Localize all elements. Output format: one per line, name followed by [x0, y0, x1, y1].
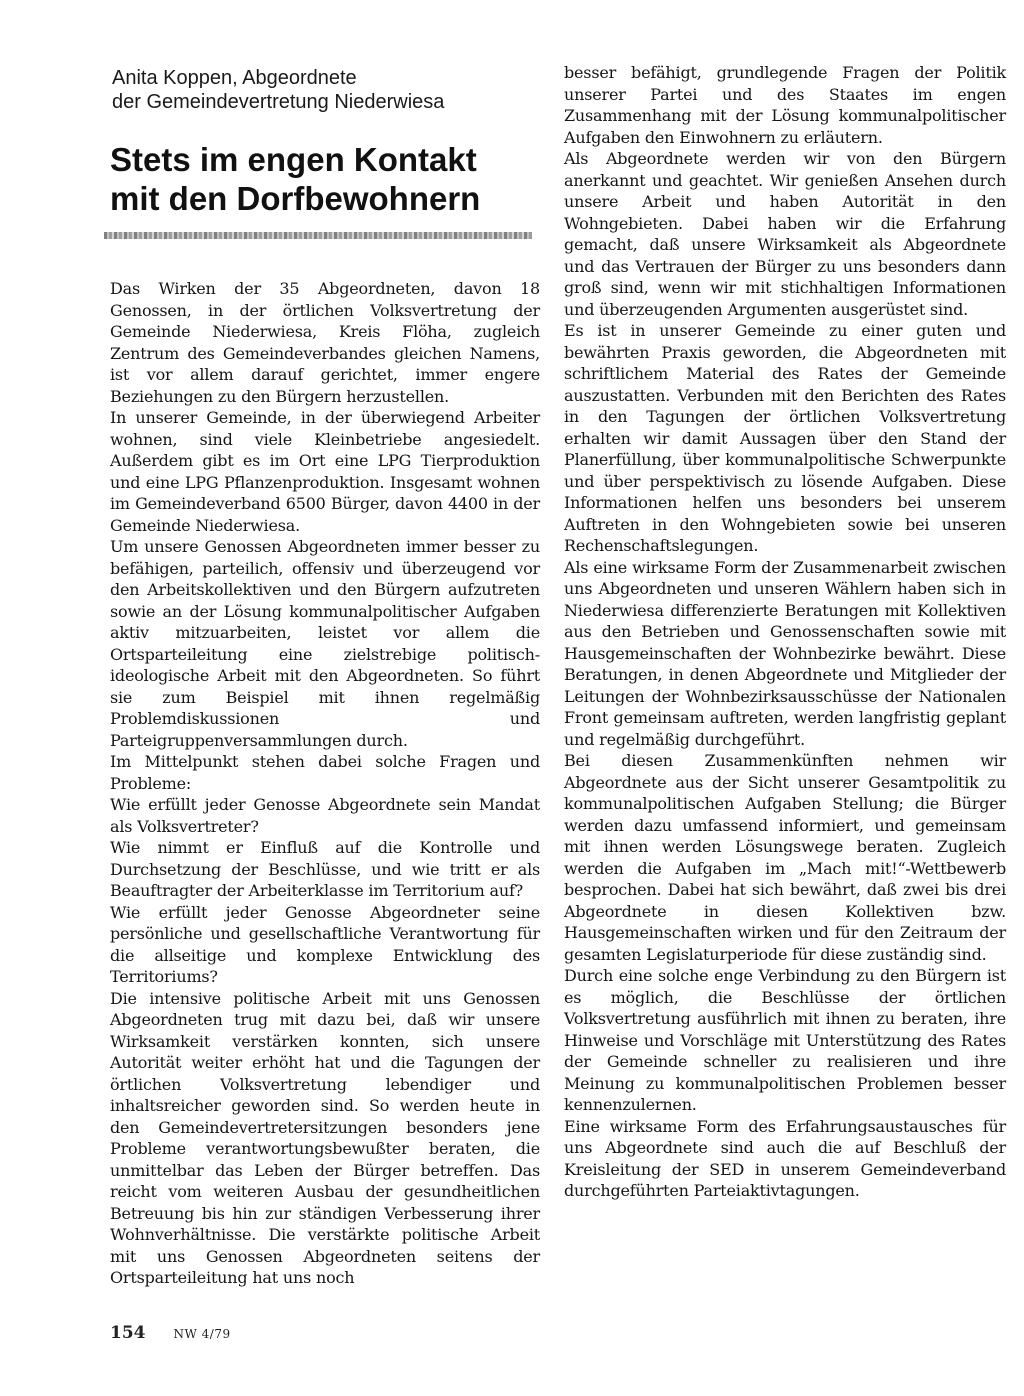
paragraph: Wie nimmt er Einfluß auf die Kontrolle und Durchsetzung der Beschlüsse, und wie tritt er als Beauftragter der Arbeiterklasse im Territorium auf?	[110, 838, 540, 900]
byline-affiliation: der Gemeindevertretung Niederwiesa	[112, 91, 445, 113]
page-footer	[110, 1323, 231, 1343]
left-column	[110, 278, 540, 1289]
paragraph: Um unsere Genossen Abgeordneten immer besser zu befähigen, parteilich, offensiv und überzeugend vor den Arbeitskollektiven und den Bürgern aufzutreten sowie an der Lösung kommunalpolitischer Aufgaben aktiv mitzuarbeiten, leistet vor allem die Ortsparteileitung eine zielstrebige politisch-ideologische Arbeit mit den Abgeordneten. So führt sie zum Beispiel mit ihnen regelmäßig Problemdiskussionen und Parteigruppenversammlungen durch.	[110, 537, 540, 750]
headline-line-1: Stets im engen Kontakt	[110, 141, 477, 178]
paragraph: Bei diesen Zusammenkünften nehmen wir Abgeordnete aus der Sicht unserer Gesamtpolitik zu kommunalpolitischen Aufgaben Stellung; die Bürger werden dazu umfassend informiert, und gemeinsam mit ihnen werden Lösungswege beraten. Zugleich werden die Aufgaben im „Mach mit!“-Wettbewerb besprochen. Dabei hat sich bewährt, daß zwei bis drei Abgeordnete in diesen Kollektiven bzw. Hausgemeinschaften wirken und für den Zeitraum der gesamten Legislaturperiode für diese zuständig sind.	[564, 751, 1006, 964]
paragraph: In unserer Gemeinde, in der überwiegend Arbeiter wohnen, sind viele Kleinbetriebe angesiedelt. Außerdem gibt es im Ort eine LPG Tierproduktion und eine LPG Pflanzenproduktion. Insgesamt wohnen im Gemeindeverband 6500 Bürger, davon 4400 in der Gemeinde Niederwiesa.	[110, 408, 540, 535]
paragraph: Als eine wirksame Form der Zusammenarbeit zwischen uns Abgeordneten und unseren Wählern haben sich in Niederwiesa differenzierte Beratungen mit Kollektiven aus den Betrieben und Genossenschaften sowie mit Hausgemeinschaften der Wohnbezirke bewährt. Diese Beratungen, in denen Abgeordnete und Mitglieder der Leitungen der Wohnbezirksausschüsse der Nationalen Front gemeinsam auftreten, werden langfristig geplant und regelmäßig durchgeführt.	[564, 557, 1006, 749]
page-number: 154	[110, 1323, 146, 1343]
paragraph: Als Abgeordnete werden wir von den Bürgern anerkannt und geachtet. Wir genießen Ansehen durch unsere Arbeit und haben Autorität in den Wohngebieten. Dabei haben wir die Erfahrung gemacht, daß unsere Wirksamkeit als Abgeordnete und das Vertrauen der Bürger zu uns besonders dann groß sind, wenn wir mit stichhaltigen Informationen und überzeugenden Argumenten ausgerüstet sind.	[564, 149, 1006, 319]
issue-label: NW 4/79	[173, 1327, 231, 1341]
right-column	[564, 62, 1006, 1202]
byline-author: Anita Koppen, Abgeordnete	[112, 67, 357, 89]
paragraph: Es ist in unserer Gemeinde zu einer guten und bewährten Praxis geworden, die Abgeordneten mit schriftlichem Material des Rates der Gemeinde auszustatten. Verbunden mit den Berichten des Rates in den Tagungen der örtlichen Volksvertretung erhalten wir damit Aussagen über den Stand der Planerfüllung, über kommunalpolitische Schwerpunkte und über perspektivisch zu lösende Aufgaben. Diese Informationen helfen uns besonders bei unserem Auftreten in den Wohngebieten sowie bei unseren Rechenschaftslegungen.	[564, 321, 1006, 555]
paragraph: Das Wirken der 35 Abgeordneten, davon 18 Genossen, in der örtlichen Volksvertretung der Gemeinde Niederwiesa, Kreis Flöha, zugleich Zentrum des Gemeindeverbandes gleichen Namens, ist vor allem darauf gerichtet, immer engere Beziehungen zu den Bürgern herzustellen.	[110, 279, 540, 406]
paragraph: besser befähigt, grundlegende Fragen der Politik unserer Partei und des Staates im engen Zusammenhang mit der Lösung kommunalpolitischer Aufgaben den Einwohnern zu erläutern.	[564, 63, 1006, 147]
paragraph: Durch eine solche enge Verbindung zu den Bürgern ist es möglich, die Beschlüsse der örtlichen Volksvertretung ausführlich mit ihnen zu beraten, ihre Hinweise und Vorschläge mit Unterstützung des Rates der Gemeinde schneller zu realisieren und ihre Meinung zu kommunalpolitischen Problemen besser kennenzulernen.	[564, 966, 1006, 1114]
article-headline	[110, 140, 560, 218]
paragraph: Die intensive politische Arbeit mit uns Genossen Abgeordneten trug mit dazu bei, daß wir unsere Wirksamkeit verstärken konnten, sich unsere Autorität weiter erhöht hat und die Tagungen der örtlichen Volksvertretung lebendiger und inhaltsreicher geworden sind. So werden heute in den Gemeindevertretersitzungen besonders jene Probleme verantwortungsbewußter beraten, die unmittelbar das Leben der Bürger betreffen. Das reicht vom weiteren Ausbau der gesundheitlichen Betreuung bis hin zur ständigen Verbesserung ihrer Wohnverhältnisse. Die verstärkte politische Arbeit mit uns Genossen Abgeordneten seitens der Ortsparteileitung hat uns noch	[110, 988, 540, 1287]
paragraph: Eine wirksame Form des Erfahrungsaustausches für uns Abgeordnete sind auch die auf Beschluß der Kreisleitung der SED in unserem Gemeindeverband durchgeführten Parteiaktivtagungen.	[564, 1116, 1006, 1200]
paragraph: Wie erfüllt jeder Genosse Abgeordnete sein Mandat als Volksvertreter?	[110, 795, 540, 836]
decorative-rule	[104, 232, 532, 239]
byline	[112, 66, 552, 114]
paragraph: Im Mittelpunkt stehen dabei solche Fragen und Probleme:	[110, 752, 540, 793]
paragraph: Wie erfüllt jeder Genosse Abgeordneter seine persönliche und gesellschaftliche Verantwortung für die allseitige und komplexe Entwicklung des Territoriums?	[110, 902, 540, 986]
headline-line-2: mit den Dorfbewohnern	[110, 180, 481, 217]
